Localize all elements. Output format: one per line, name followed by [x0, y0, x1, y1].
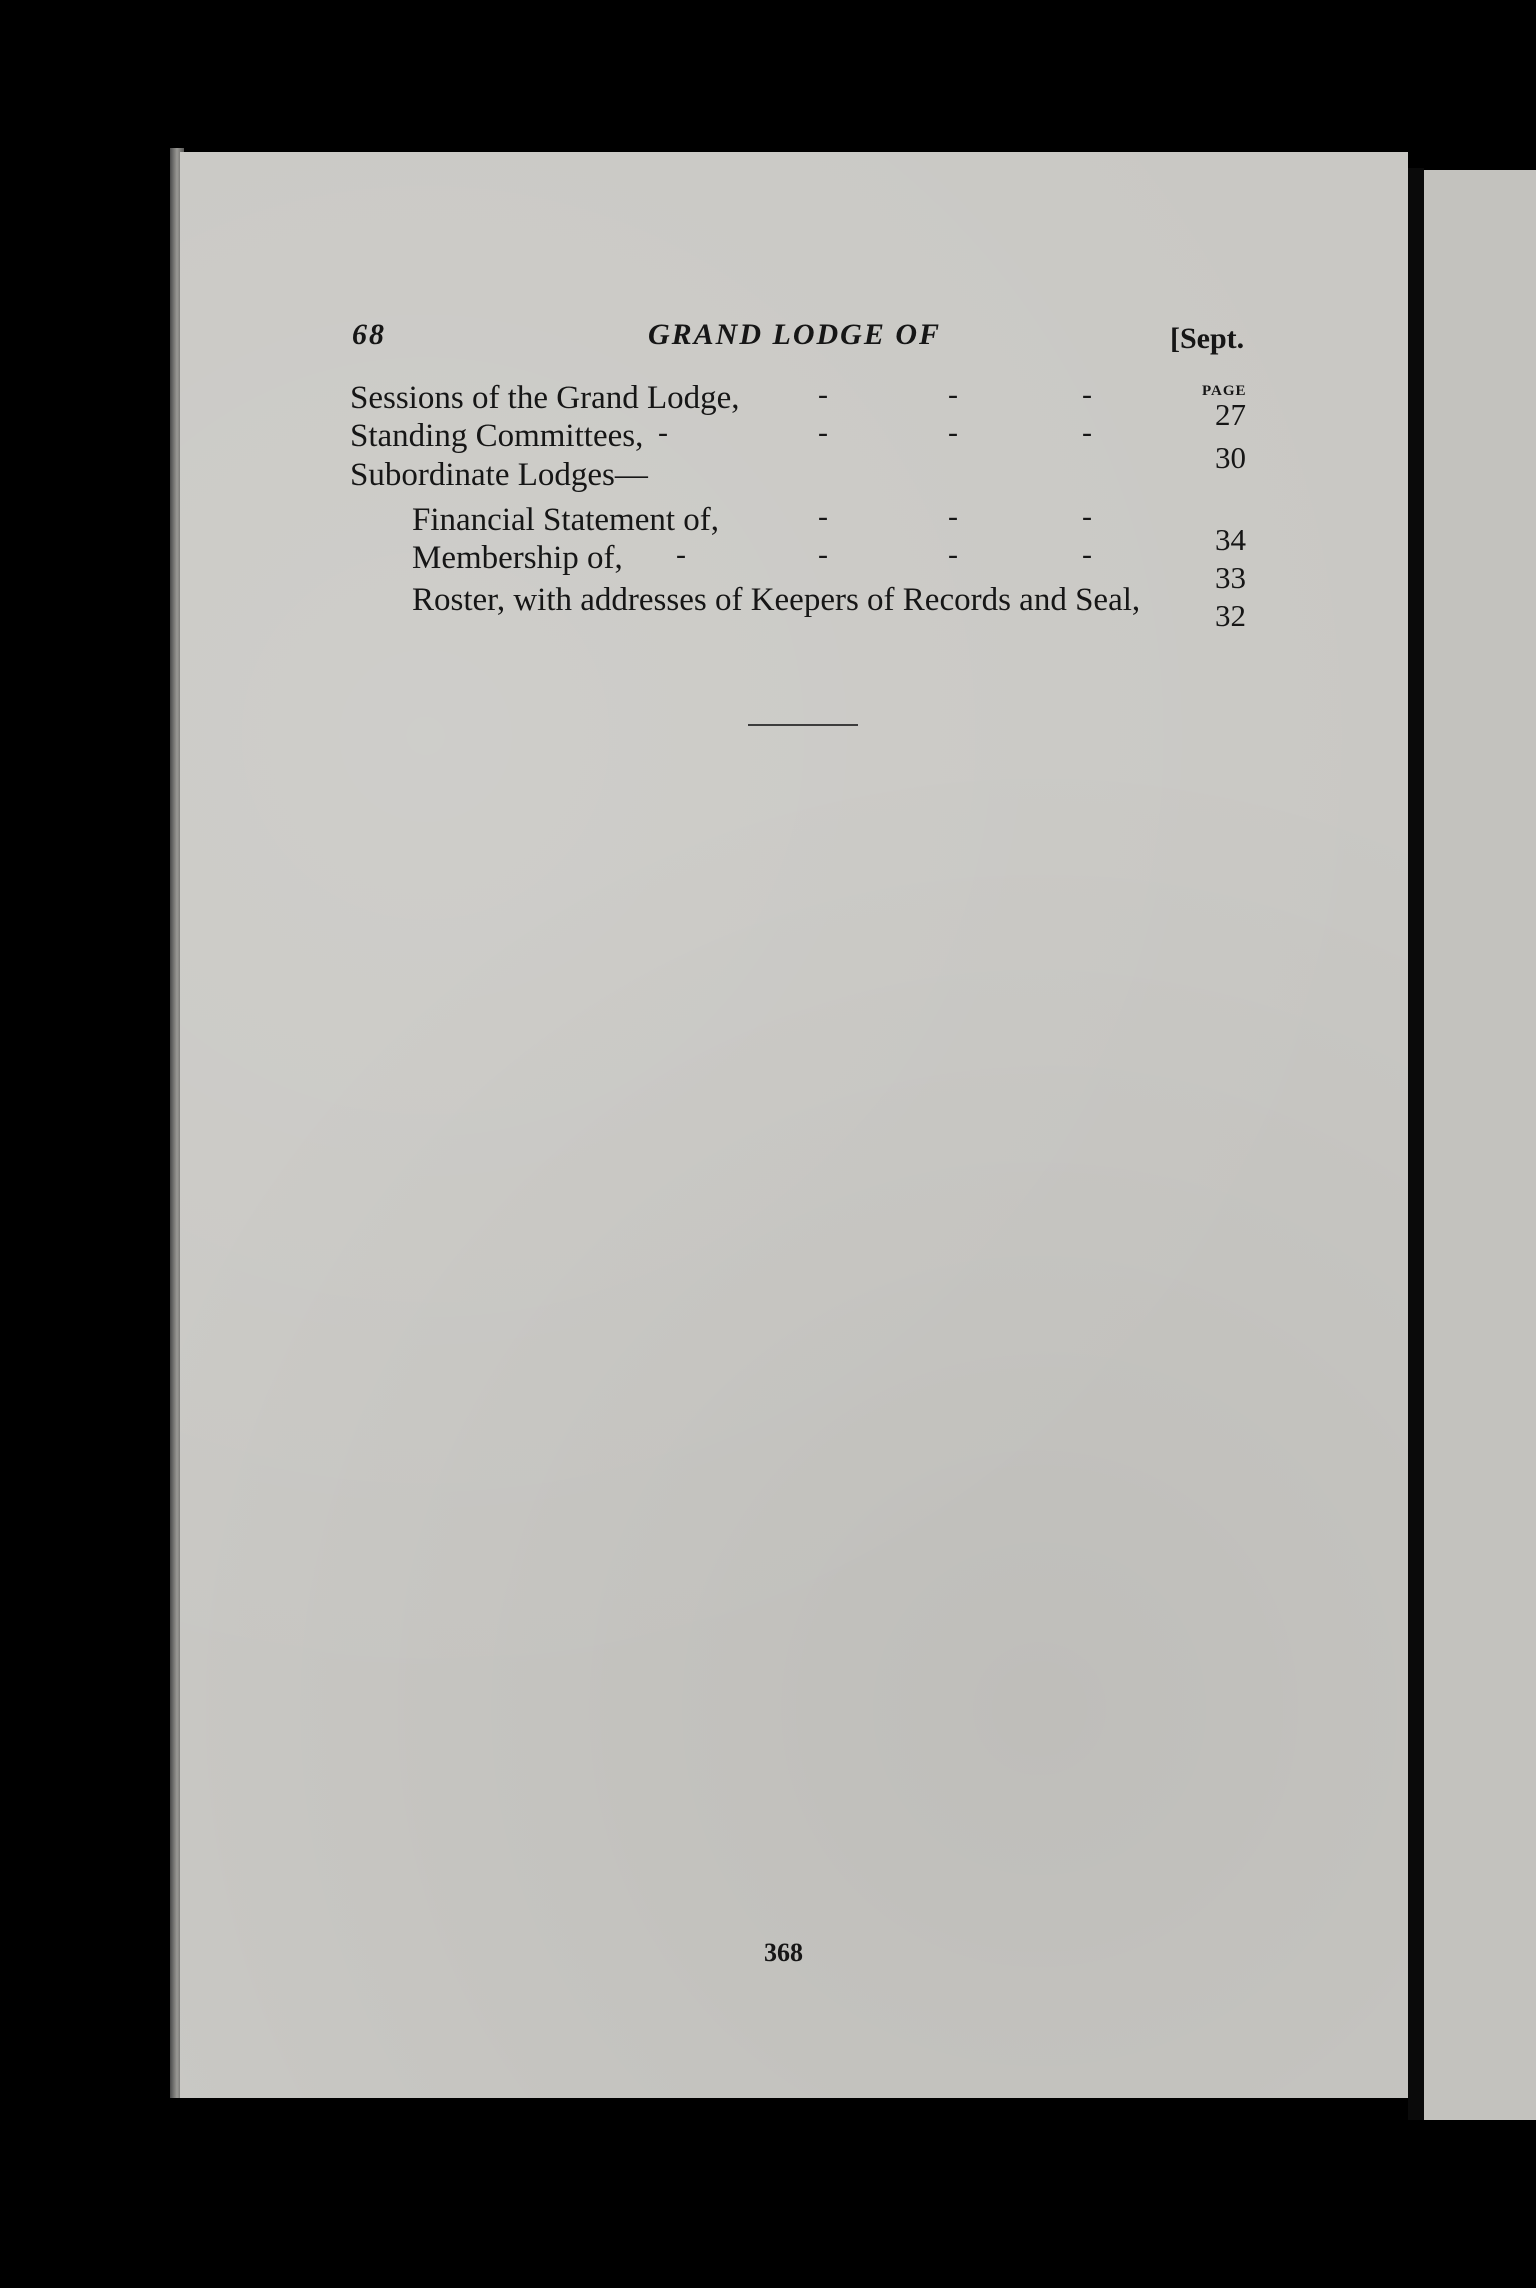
index-entry-roster: Roster, with addresses of Keepers of Records and Seal, [412, 582, 1141, 618]
book-spine [1408, 168, 1424, 2120]
index-page-sessions: 27 [1215, 397, 1246, 432]
leader-dash: - [1082, 378, 1092, 411]
leader-dash: - [1082, 538, 1092, 571]
running-title: GRAND LODGE OF [648, 318, 942, 351]
running-page-number: 68 [352, 318, 386, 351]
facing-page [1424, 170, 1536, 2120]
leader-dash: - [948, 378, 958, 411]
leader-dash: - [818, 500, 828, 533]
section-rule [748, 724, 858, 726]
index-entry-membership: Membership of, [412, 540, 623, 576]
index-entry-standing-committees: Standing Committees, [350, 418, 644, 454]
page-column-label: PAGE [1202, 383, 1247, 399]
index-entry-financial-statement: Financial Statement of, [412, 502, 720, 538]
leader-dash: - [948, 416, 958, 449]
leader-dash: - [658, 416, 668, 449]
leader-dash: - [818, 538, 828, 571]
index-page-financial-statement: 34 [1215, 522, 1246, 557]
leader-dash: - [1082, 500, 1092, 533]
index-entry-sessions: Sessions of the Grand Lodge, [350, 380, 740, 416]
index-page-roster: 32 [1215, 598, 1246, 633]
index-entry-subordinate-lodges: Subordinate Lodges— [350, 457, 648, 493]
leader-dash: - [948, 538, 958, 571]
leader-dash: - [818, 416, 828, 449]
footer-number: 368 [764, 1938, 803, 1967]
leader-dash: - [818, 378, 828, 411]
leader-dash: - [676, 538, 686, 571]
index-page-standing-committees: 30 [1215, 440, 1246, 475]
leader-dash: - [948, 500, 958, 533]
running-month: [Sept. [1170, 322, 1245, 355]
index-page-membership: 33 [1215, 560, 1246, 595]
leader-dash: - [1082, 416, 1092, 449]
